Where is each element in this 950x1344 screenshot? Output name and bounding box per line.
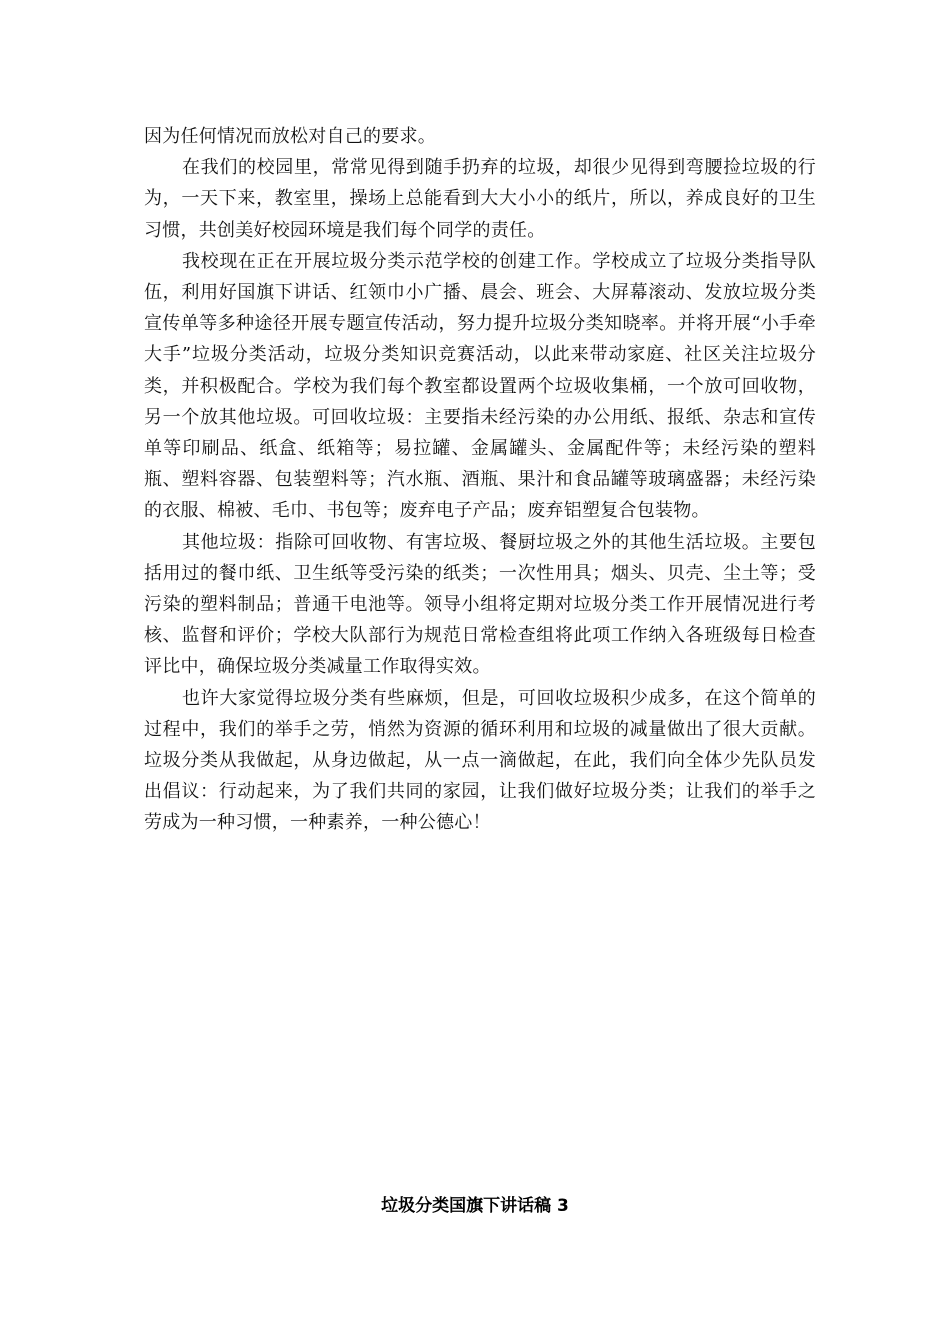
paragraph-other-waste: 其他垃圾：指除可回收物、有害垃圾、餐厨垃圾之外的其他生活垃圾。主要包括用过的餐巾纸、卫生纸等受污染的纸类；一次性用具；烟头、贝壳、尘土等；受污染的塑料制品；普通干电池等。领导小组将定期对垃圾分类工作开展情况进行考核、监督和评价；学校大队部行为规范日常检查组将此项工作纳入各班级每日检查评比中，确保垃圾分类减量工作取得实效。	[144, 531, 816, 678]
paragraph-school-initiative: 我校现在正在开展垃圾分类示范学校的创建工作。学校成立了垃圾分类指导队伍，利用好国旗下讲话、红领巾小广播、晨会、班会、大屏幕滚动、发放垃圾分类宣传单等多种途径开展专题宣传活动，努力提升垃圾分类知晓率。并将开展“小手牵大手”垃圾分类活动，垃圾分类知识竞赛活动，以此来带动家庭、社区关注垃圾分类，并积极配合。学校为我们每个教室都设置两个垃圾收集桶，一个放可回收物，另一个放其他垃圾。可回收垃圾：主要指未经污染的办公用纸、报纸、杂志和宣传单等印刷品、纸盒、纸箱等；易拉罐、金属罐头、金属配件等；未经污染的塑料瓶、塑料容器、包装塑料等；汽水瓶、酒瓶、果汁和食品罐等玻璃盛器；未经污染的衣服、棉被、毛巾、书包等；废弃电子产品；废弃铝塑复合包装物。	[144, 250, 816, 522]
document-body	[144, 121, 816, 839]
paragraph-continuation: 因为任何情况而放松对自己的要求。	[144, 126, 436, 147]
paragraph-campus-litter: 在我们的校园里，常常见得到随手扔弃的垃圾，却很少见得到弯腰捡垃圾的行为，一天下来，教室里，操场上总能看到大大小小的纸片，所以，养成良好的卫生习惯，共创美好校园环境是我们每个同学的责任。	[144, 157, 816, 241]
paragraph-call-to-action: 也许大家觉得垃圾分类有些麻烦，但是，可回收垃圾积少成多，在这个简单的过程中，我们的举手之劳，悄然为资源的循环利用和垃圾的减量做出了很大贡献。垃圾分类从我做起，从身边做起，从一点一滴做起，在此，我们向全体少先队员发出倡议：行动起来，为了我们共同的家园，让我们做好垃圾分类；让我们的举手之劳成为一种习惯，一种素养，一种公德心！	[144, 687, 816, 834]
section-title: 垃圾分类国旗下讲话稿 3	[381, 1196, 569, 1216]
